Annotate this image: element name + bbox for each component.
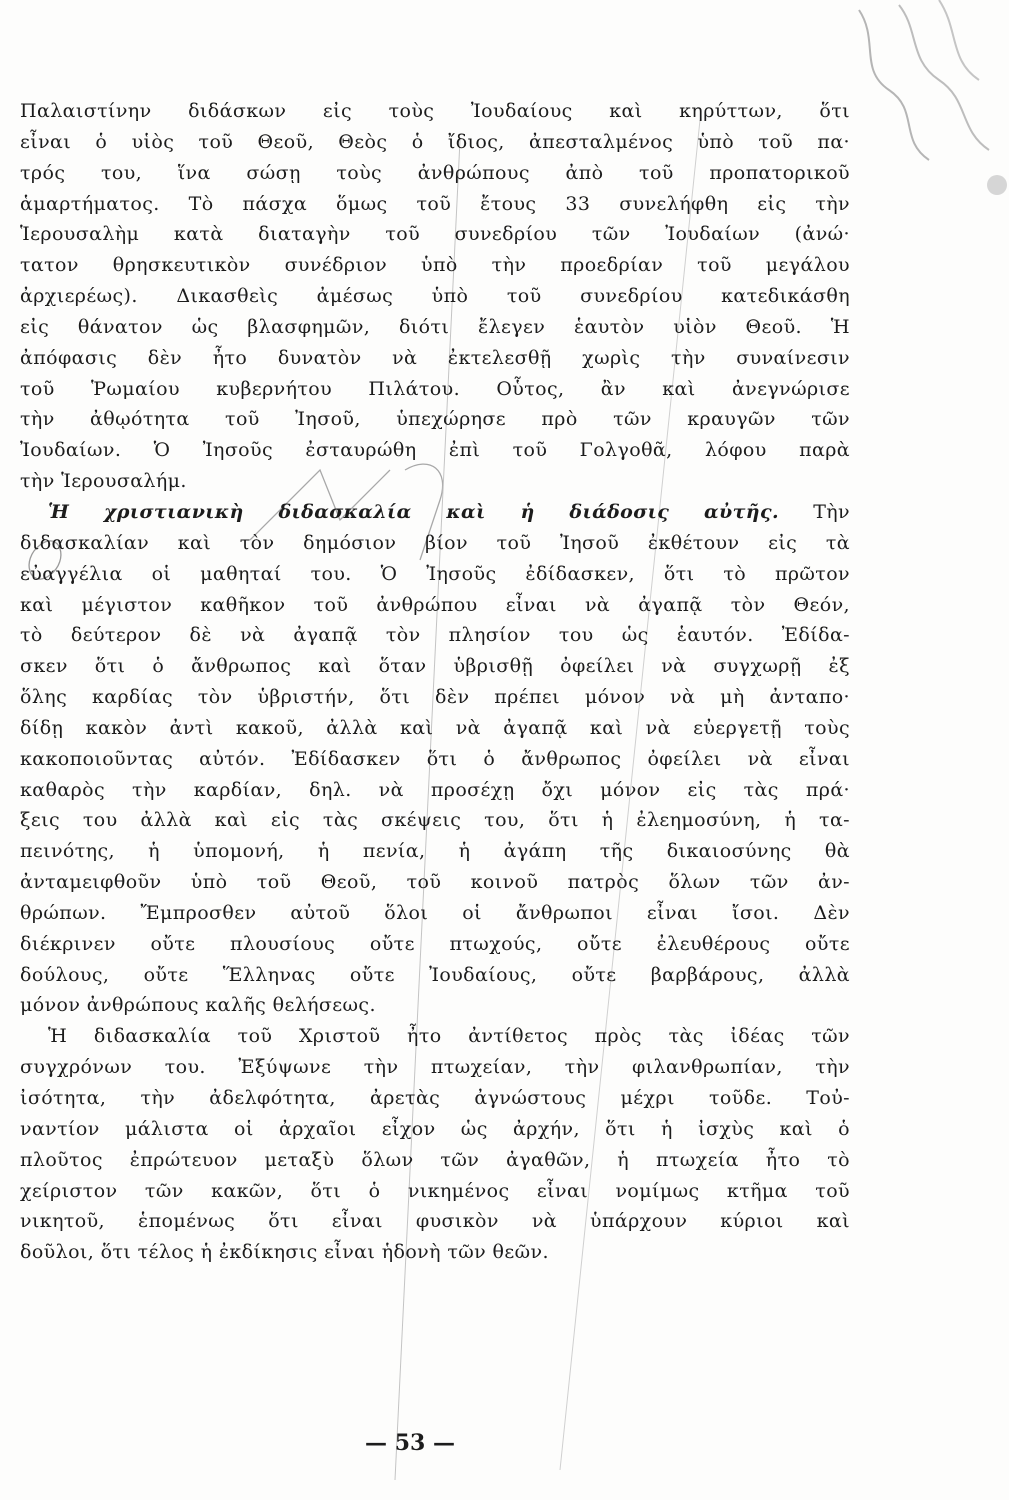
text-line: ξεις του ἀλλὰ καὶ εἰς τὰς σκέψεις του, ὅτι ἡ ἐλεημοσύνη, ἡ τα-: [20, 809, 850, 832]
text-line: Ἡ διδασκαλία τοῦ Χριστοῦ ἦτο ἀντίθετος πρὸς τὰς ἰδέας τῶν: [48, 1025, 850, 1048]
text-line: διδασκαλίαν καὶ τὸν δημόσιον βίον τοῦ Ἰησοῦ ἐκθέτουν εἰς τὰ: [20, 531, 850, 554]
text-line: τοῦ Ῥωμαίου κυβερνήτου Πιλάτου. Οὗτος, ἂν καὶ ἀνεγνώρισε: [20, 377, 850, 400]
text-line: καὶ μέγιστον καθῆκον τοῦ ἀνθρώπου εἶναι νὰ ἀγαπᾷ τὸν Θεόν,: [20, 593, 850, 616]
text-line: τρός του, ἵνα σώσῃ τοὺς ἀνθρώπους ἀπὸ τοῦ προπατορικοῦ: [20, 161, 850, 184]
text-line: Ἰουδαίων. Ὁ Ἰησοῦς ἐσταυρώθη ἐπὶ τοῦ Γολγοθᾶ, λόφου παρὰ: [20, 439, 850, 462]
text-line: ἀπόφασις δὲν ἦτο δυνατὸν νὰ ἐκτελεσθῇ χωρὶς τὴν συναίνεσιν: [20, 346, 850, 369]
text-line: ναντίον μάλιστα οἱ ἀρχαῖοι εἶχον ὡς ἀρχήν, ὅτι ἡ ἰσχὺς καὶ ὁ: [20, 1117, 850, 1140]
body-text: [20, 96, 850, 1268]
text-line: τὴν Ἱερουσαλήμ.: [20, 470, 187, 493]
text-line: δίδῃ κακὸν ἀντὶ κακοῦ, ἀλλὰ καὶ νὰ ἀγαπᾷ καὶ νὰ εὐεργετῇ τοὺς: [20, 716, 850, 739]
text-line: ἰσότητα, τὴν ἀδελφότητα, ἀρετὰς ἀγνώστους μέχρι τοῦδε. Τοὐ-: [20, 1087, 850, 1109]
text-line: Ἱερουσαλὴμ κατὰ διαταγὴν τοῦ συνεδρίου τῶν Ἰουδαίων (ἀνώ·: [20, 223, 850, 246]
text-line: μόνον ἀνθρώπους καλῆς θελήσεως.: [20, 994, 376, 1017]
text-line: πλοῦτος ἐπρώτευον μεταξὺ ὅλων τῶν ἀγαθῶν, ἡ πτωχεία ἦτο τὸ: [20, 1148, 850, 1171]
text-line: τὸ δεύτερον δὲ νὰ ἀγαπᾷ τὸν πλησίον του ὡς ἑαυτόν. Ἐδίδα-: [20, 624, 850, 647]
text-line: δούλους, οὔτε Ἕλληνας οὔτε Ἰουδαίους, οὔτε βαρβάρους, ἀλλὰ: [20, 963, 850, 986]
page-number: — 53 —: [365, 1430, 455, 1456]
text-line: ὅλης καρδίας τὸν ὑβριστήν, ὅτι δὲν πρέπει μόνον νὰ μὴ ἀνταπο·: [20, 686, 850, 709]
text-line: εἶναι ὁ υἱὸς τοῦ Θεοῦ, Θεὸς ὁ ἴδιος, ἀπεσταλμένος ὑπὸ τοῦ πα·: [20, 130, 850, 153]
text-line: ἀνταμειφθοῦν ὑπὸ τοῦ Θεοῦ, τοῦ κοινοῦ πατρὸς ὅλων τῶν ἀν-: [20, 871, 850, 894]
text-line: Παλαιστίνην διδάσκων εἰς τοὺς Ἰουδαίους καὶ κηρύττων, ὅτι: [20, 100, 850, 122]
corner-scribble-icon: [839, 0, 1009, 220]
text-line: καθαρὸς τὴν καρδίαν, δηλ. νὰ προσέχῃ ὄχι μόνον εἰς τὰς πρά·: [20, 778, 850, 801]
heading-trailing-text: Τὴν: [813, 500, 850, 523]
section-heading: Ἡ χριστιανικὴ διδασκαλία καὶ ἡ διάδοσις αὐτῆς.: [48, 500, 779, 523]
text-line: συγχρόνων του. Ἐξύψωνε τὴν πτωχείαν, τὴν φιλανθρωπίαν, τὴν: [20, 1056, 850, 1079]
text-line: τὴν ἀθῳότητα τοῦ Ἰησοῦ, ὑπεχώρησε πρὸ τῶν κραυγῶν τῶν: [20, 408, 850, 431]
text-line: δοῦλοι, ὅτι τέλος ἡ ἐκδίκησις εἶναι ἡδονὴ τῶν θεῶν.: [20, 1241, 549, 1264]
text-line: εὐαγγέλια οἱ μαθηταί του. Ὁ Ἰησοῦς ἐδίδασκεν, ὅτι τὸ πρῶτον: [20, 562, 850, 585]
text-line: εἰς θάνατον ὡς βλασφημῶν, διότι ἔλεγεν ἑαυτὸν υἱὸν Θεοῦ. Ἡ: [20, 315, 850, 338]
text-line: ἀρχιερέως). Δικασθεὶς ἀμέσως ὑπὸ τοῦ συνεδρίου κατεδικάσθη: [20, 285, 850, 308]
text-line: διέκρινεν οὔτε πλουσίους οὔτε πτωχούς, οὔτε ἐλευθέρους οὔτε: [20, 932, 850, 955]
text-line: θρώπων. Ἔμπροσθεν αὐτοῦ ὅλοι οἱ ἄνθρωποι εἶναι ἴσοι. Δὲν: [20, 901, 850, 924]
text-line: ἁμαρτήματος. Τὸ πάσχα ὅμως τοῦ ἔτους 33 συνελήφθη εἰς τὴν: [20, 192, 850, 215]
text-line: πεινότης, ἡ ὑπομονή, ἡ πενία, ἡ ἀγάπη τῆς δικαιοσύνης θὰ: [20, 840, 850, 863]
text-line: χείριστον τῶν κακῶν, ὅτι ὁ νικημένος εἶναι νομίμως κτῆμα τοῦ: [20, 1179, 850, 1202]
text-line: νικητοῦ, ἑπομένως ὅτι εἶναι φυσικὸν νὰ ὑπάρχουν κύριοι καὶ: [20, 1210, 850, 1233]
text-line: κακοποιοῦντας αὐτόν. Ἐδίδασκεν ὅτι ὁ ἄνθρωπος ὀφείλει νὰ εἶναι: [20, 747, 850, 770]
text-line: τατον θρησκευτικὸν συνέδριον ὑπὸ τὴν προεδρίαν τοῦ μεγάλου: [20, 254, 850, 277]
text-line: σκεν ὅτι ὁ ἄνθρωπος καὶ ὅταν ὑβρισθῇ ὀφείλει νὰ συγχωρῇ ἐξ: [20, 655, 850, 678]
section-heading-line: [20, 497, 850, 528]
